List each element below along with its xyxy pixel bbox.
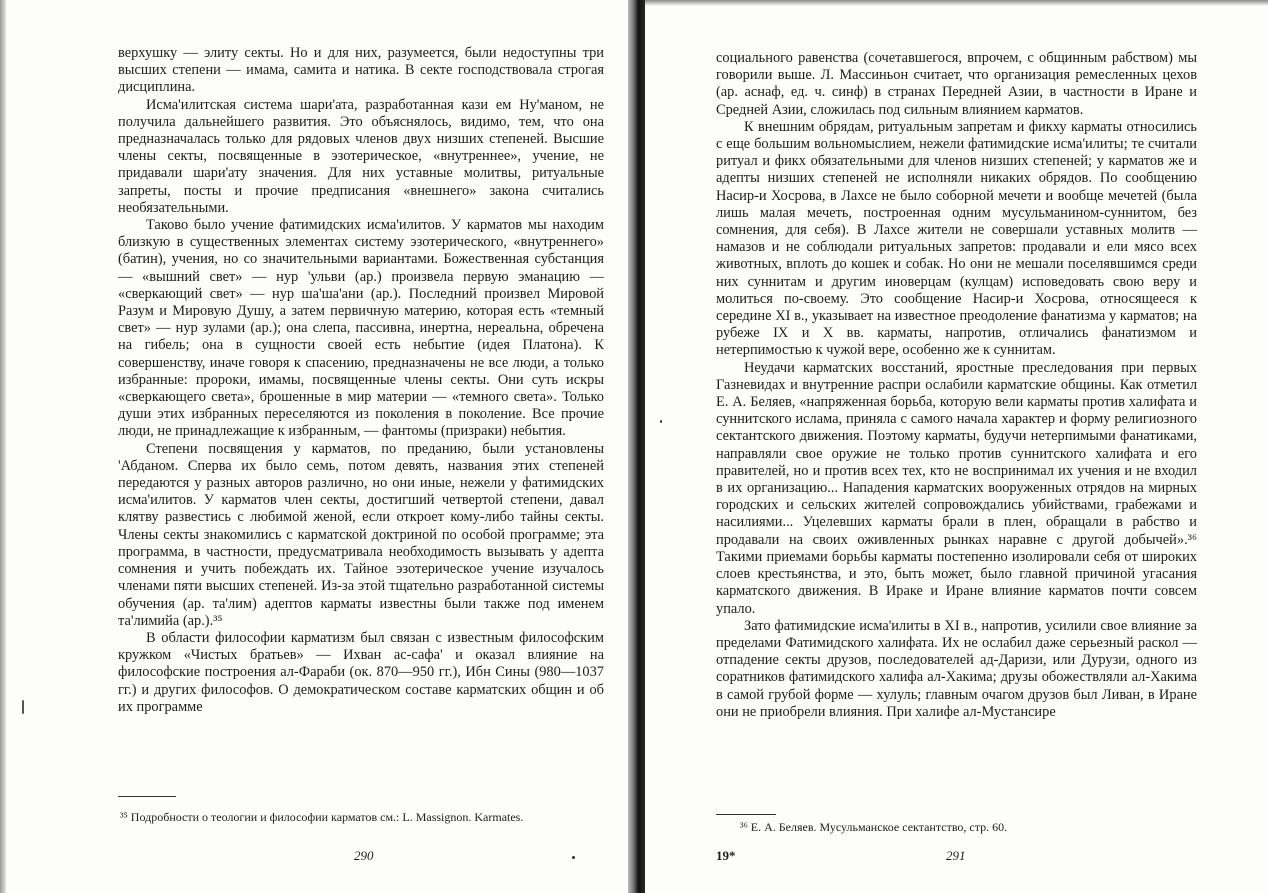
left-paragraph-4: Степени посвящения у карматов, по преданию, были установлены 'Абданом. Сперва их было семь, потом девять, названия этих степеней передаются у разных авторов различно, но они иные, нежели у фатимидских исма'илитов. У карматов член секты, достигший четвертой степени, давал клятву развестись с любимой женой, если откроет кому-либо тайны секты. Члены секты знакомились с карматской доктриной по особой программе; эта программа, в частности, предусматривала необходимость вызывать у адепта сомнения и учить побеждать их. Тайное эзотерическое учение изучалось членами пяти высших степеней. Из-за этой тщательно разработанной системы обучения (ар. та'лим) адептов карматы известны были также под именем та'лимийа (ар.).³⁵ [118, 440, 604, 629]
left-footnote: ³⁵ Подробности о теологии и философии карматов см.: L. Massignon. Karmates. [120, 810, 524, 824]
ink-speck [660, 420, 662, 423]
right-paragraph-1: социального равенства (сочетавшегося, впрочем, с общинным рабством) мы говорили выше. Л. Массиньон считает, что организация ремесленных цехов (ар. аснаф, ед. ч. синф) в странах Передней Азии, в частности в Иране и Средней Азии, сложилась под сильным влиянием карматов. [716, 50, 1197, 118]
right-page-text [716, 50, 1197, 721]
right-page-number: 291 [946, 848, 966, 863]
right-paragraph-3: Неудачи карматских восстаний, яростные преследования при первых Газневидах и внутренние распри ослабили карматские общины. Как отметил Е. А. Беляев, «напряженная борьба, которую вели карматы против халифата и суннитского ислама, приняла с самого начала характер и форму религиозного сектантского движения. Поэтому карматы, будучи нетерпимыми фанатиками, направляли свое оружие не только против суннитского халифата и его правителей, но и против всех тех, кто не воспринимал их учения и не входил в их организацию... Нападения карматских вооруженных отрядов на мирных городских и сельских жителей сопровождались убийствами, грабежами и насилиями... Уцелевших карматы брали в плен, обращали в рабство и продавали на своих оживленных рынках наравне с другой добычей».³⁶ Такими приемами борьбы карматы постепенно изолировали себя от широких слоев крестьянства, и это, быть может, было главной причиной угасания карматского движения. В Ираке и Иране влияние карматов почти совсем упало. [716, 359, 1197, 617]
ink-speck [572, 856, 575, 859]
right-top-shadow [645, 0, 1268, 6]
left-paragraph-2: Исма'илитская система шари'ата, разработанная кази ем Ну'маном, не получила дальнейшего развития. Это объяснялось, видимо, тем, что она предназначалась только для рядовых членов двух низших степеней. Высшие члены секты, посвященные в эзотерическое, «внутреннее», учение, не придавали шари'ату значения. Для них уставные молитвы, ритуальные запреты, посты и прочие предписания «внешнего» закона считались необязательными. [118, 96, 604, 216]
signature-mark: 19* [716, 848, 736, 863]
left-page [0, 0, 628, 893]
ink-speck [22, 700, 24, 714]
left-page-text [118, 45, 604, 716]
left-paragraph-1: верхушку — элиту секты. Но и для них, разумеется, были недоступны три высших степени — имама, самита и натика. В секте господствовала строгая дисциплина. [118, 45, 604, 96]
left-edge-shadow [0, 0, 6, 893]
right-paragraph-4: Зато фатимидские исма'илиты в XI в., напротив, усилили свое влияние за пределами Фатимидского халифата. Их не ослабил даже серьезный раскол — отпадение секты друзов, последователей ад-Даризи, или Дурузи, одного из соратников фатимидского халифа ал-Хакима; друзы обожествляли ал-Хакима в самой грубой форме — хулуль; главным очагом друзов был Ливан, в Иране они не приобрели влияния. При халифе ал-Мустансире [716, 617, 1197, 720]
right-footnote-rule [716, 814, 776, 815]
left-paragraph-3: Таково было учение фатимидских исма'илитов. У карматов мы находим близкую в существенных элементах систему эзотерического, «внутреннего» (батин), учения, но со значительными вариантами. Божественная субстанция — «вышний свет» — нур 'ульви (ар.) произвела первую эманацию — «сверкающий свет» — нур ша'ша'ани (ар.). Последний произвел Мировой Разум и Мировую Душу, а затем первичную материю, которая есть «темный свет» — нур зулами (ар.); она слепа, пассивна, инертна, нереальна, обречена на гибель; она в сущности своей есть небытие (идея Платона). К совершенству, иначе говоря к спасению, предназначены не все люди, а только избранные: пророки, имамы, посвященные члены секты. Они суть искры «сверкающего света», брошенные в мир материи — «темного света». Только души этих избранных переселяются из поколения в поколение. Все прочие люди, не принадлежащие к избранным, — фантомы (призраки) небытия. [118, 217, 604, 440]
left-paragraph-5: В области философии карматизм был связан с известным философским кружком «Чистых братьев» — Ихван ас-сафа' и оказал влияние на философские построения ал-Фараби (ок. 870—950 гг.), Ибн Сины (980—1037 гг.) и других философов. О демократическом составе карматских общин и об их программе [118, 629, 604, 715]
right-footnote: ³⁶ Е. А. Беляев. Мусульманское сектантство, стр. 60. [740, 820, 1008, 834]
book-gutter [628, 0, 645, 893]
left-page-number: 290 [354, 848, 374, 863]
left-footnote-rule [118, 796, 176, 797]
right-paragraph-2: К внешним обрядам, ритуальным запретам и фикху карматы относились с еще большим вольномыслием, нежели фатимидские исма'илиты; те считали ритуал и фикх обязательными для членов низших степеней; у карматов же и адепты низших степеней не исполняли никаких обрядов. По сообщению Насир-и Хосрова, в Лахсе не было соборной мечети и вообще мечетей (была лишь малая мечеть, построенная одним мусульманином-суннитом, без сомнения, для себя). В Лахсе жители не совершали уставных молитв — намазов и не соблюдали ритуальных запретов: продавали и ели мясо всех животных, вплоть до кошек и собак. Но они не мешали поселявшимся среди них суннитам и другим иноверцам (кулцам) исповедовать свою веру и молиться по-своему. Это сообщение Насир-и Хосрова, относящееся к середине XI в., указывает на известное преодоление фанатизма у карматов; на рубеже IX и X вв. карматы, напротив, отличались фанатизмом и нетерпимостью к чужой вере, особенно же к суннитам. [716, 118, 1197, 359]
